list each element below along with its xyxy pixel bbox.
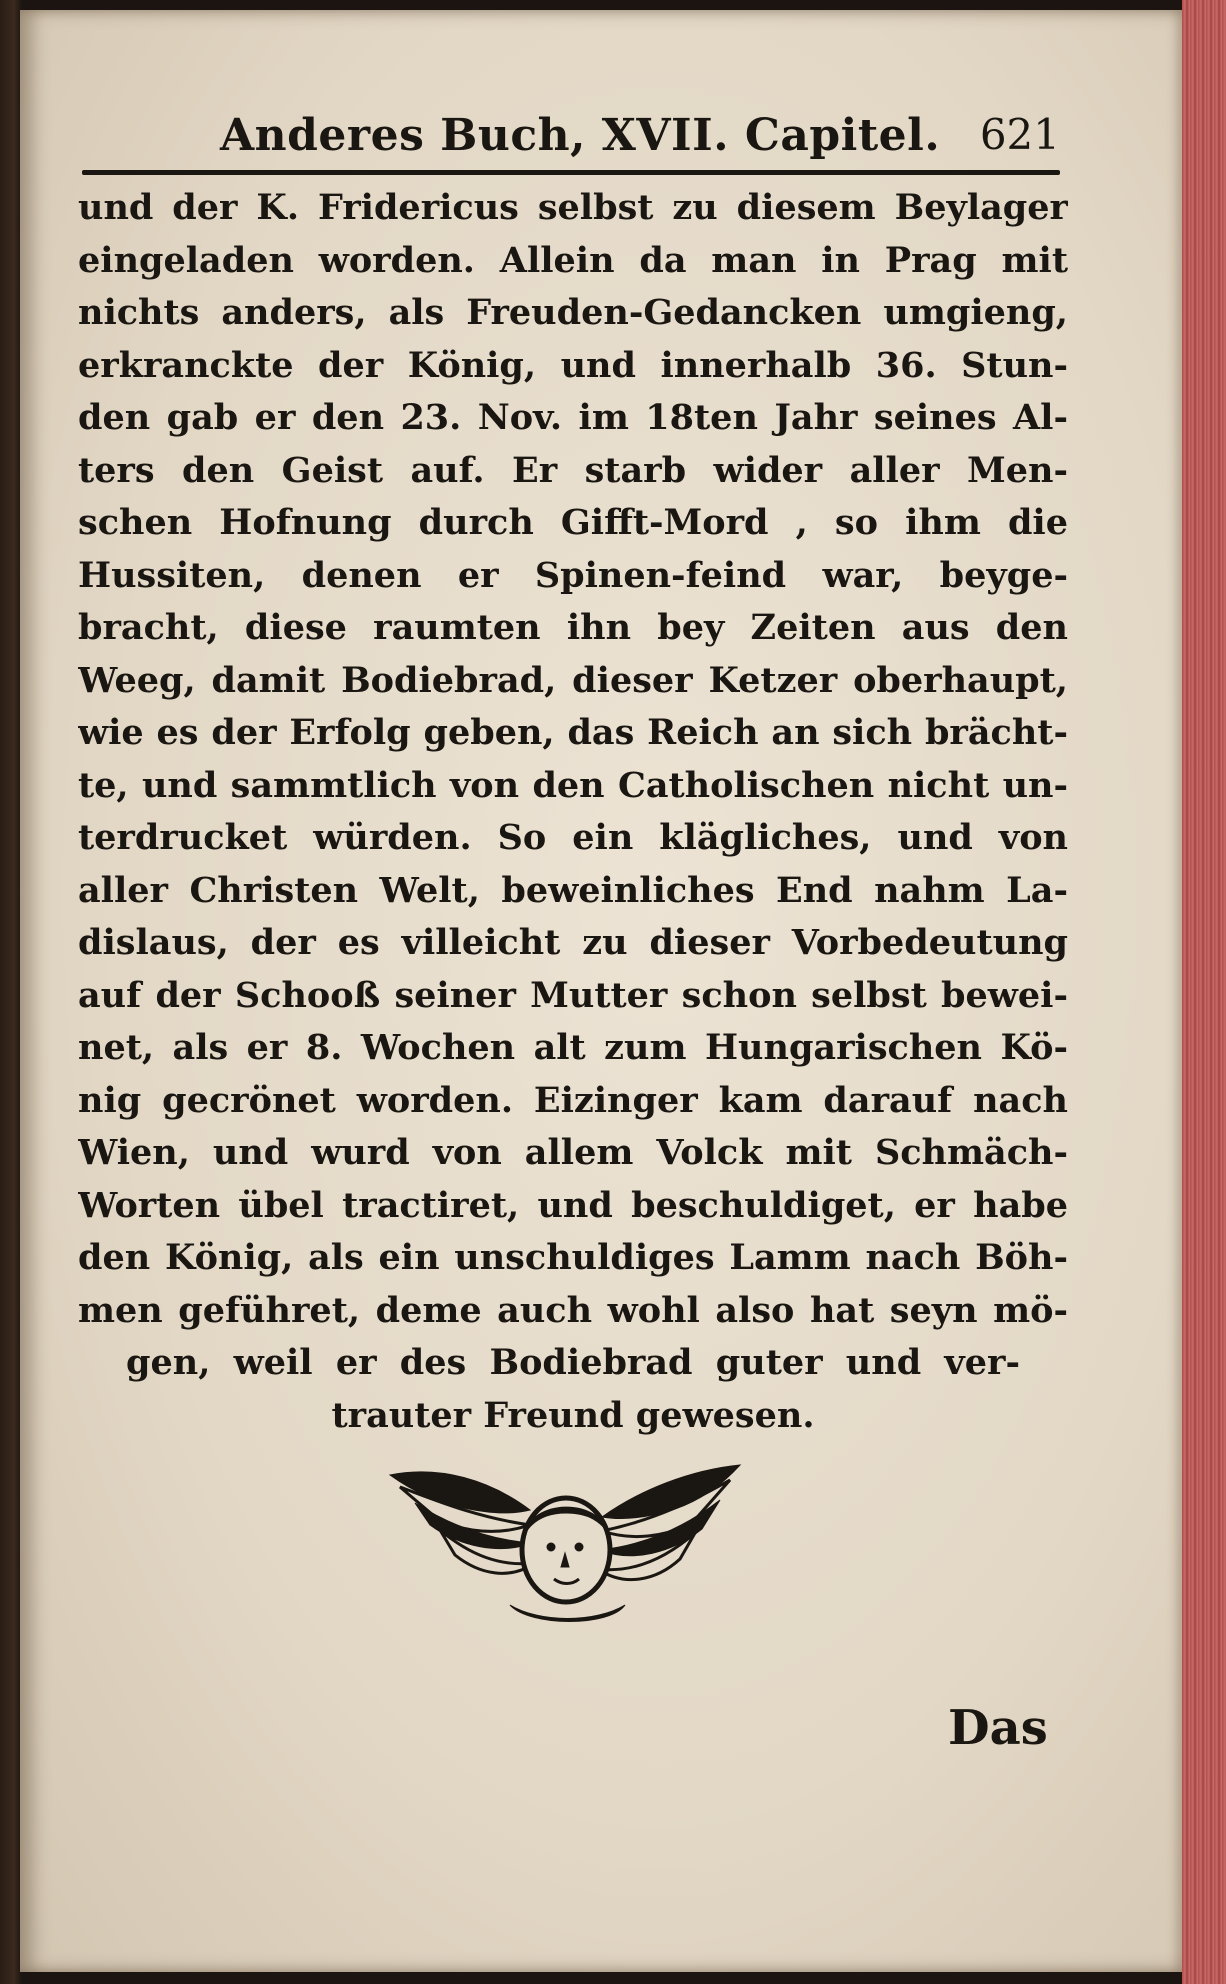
text-line: Worten übel tractiret, und beschuldiget, er habe [78,1184,1068,1226]
text-line: men geführet, deme auch wohl also hat seyn mö- [78,1289,1068,1331]
catchword: Das [948,1700,1048,1756]
text-line: wie es der Erfolg geben, das Reich an sich brächt- [78,712,1068,753]
book-page [20,10,1182,1972]
text-line: und der K. Fridericus selbst zu diesem Beylager [78,187,1068,228]
text-line: bracht, diese raumten ihn bey Zeiten aus den [78,607,1068,648]
text-line: Wien, und wurd von allem Volck mit Schmäch- [78,1132,1068,1173]
text-line: te, und sammtlich von den Catholischen nicht un- [78,764,1068,806]
text-line: terdrucket würden. So ein klägliches, und von [78,817,1068,858]
text-line: Weeg, damit Bodiebrad, dieser Ketzer oberhaupt, [78,659,1068,701]
header-rule [82,170,1060,175]
text-line-last: trauter Freund gewesen. [331,1394,815,1436]
text-line: aller Christen Welt, beweinliches End nahm La- [78,869,1068,911]
text-line: den gab er den 23. Nov. im 18ten Jahr seines Al- [78,397,1068,438]
text-line: schen Hofnung durch Gifft-Mord , so ihm die [78,502,1068,543]
text-line: nig gecrönet worden. Eizinger kam darauf nach [78,1079,1068,1121]
body-text [78,182,1068,1442]
page-number: 621 [979,110,1060,159]
text-line: nichts anders, als Freuden-Gedancken umgieng, [78,292,1068,333]
page-edge-red [1182,0,1226,1984]
text-line: gen, weil er des Bodiebrad guter und ver- [126,1342,1020,1383]
running-header [220,110,1060,170]
text-line: erkranckte der König, und innerhalb 36. Stun- [78,344,1068,386]
text-line: den König, als ein unschuldiges Lamm nach Böh- [78,1237,1068,1278]
text-line: ters den Geist auf. Er starb wider aller Men- [78,449,1068,491]
running-title: Anderes Buch, XVII. Capitel. [220,110,941,161]
text-line: net, als er 8. Wochen alt zum Hungarischen Kö- [78,1027,1068,1068]
text-line: Hussiten, denen er Spinen-feind war, beyge- [78,554,1068,596]
text-line: eingeladen worden. Allein da man in Prag mit [78,239,1068,281]
text-line: auf der Schooß seiner Mutter schon selbst bewei- [78,974,1068,1016]
text-line: dislaus, der es villeicht zu dieser Vorbedeutung [78,922,1068,963]
winged-cherub-head-icon [380,1455,750,1630]
